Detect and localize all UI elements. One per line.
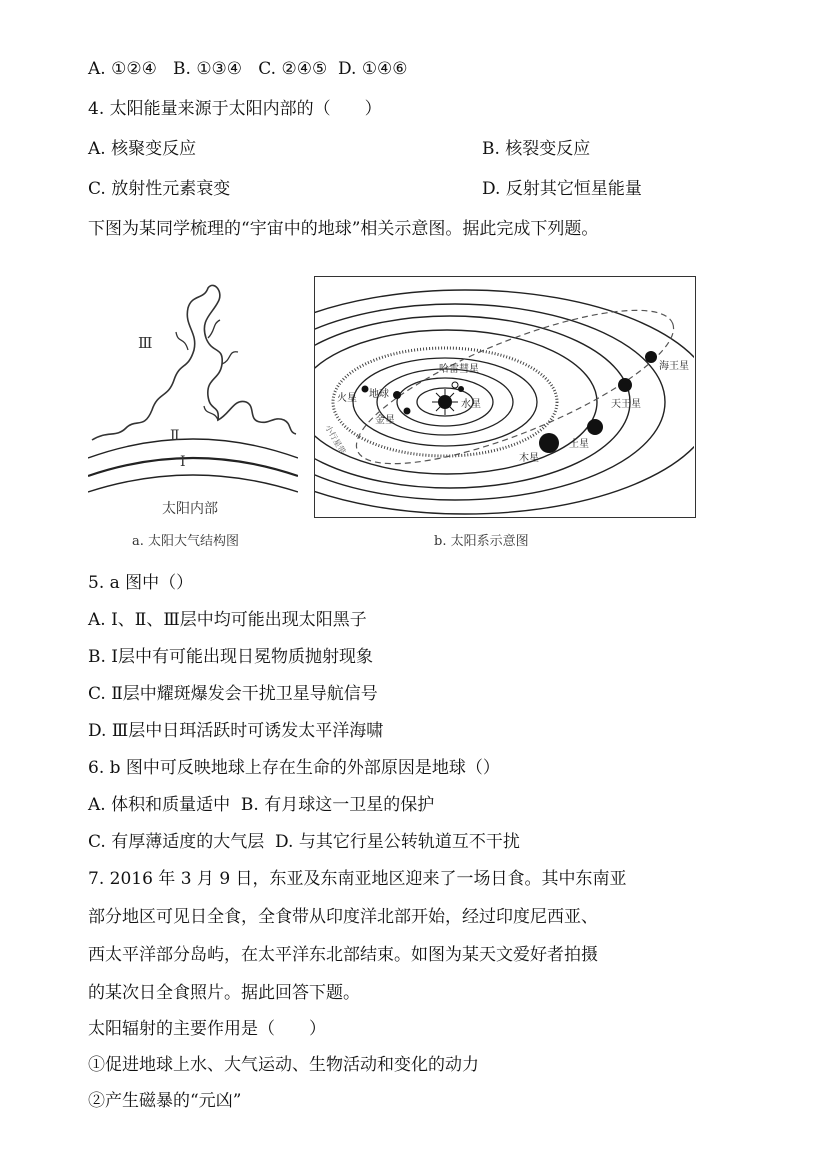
jupiter-icon bbox=[539, 433, 559, 453]
q7-item-2: ②产生磁暴的“元凶” bbox=[88, 1091, 242, 1111]
earth-icon bbox=[393, 391, 401, 399]
q3-options: A. ①②④ B. ①③④ C. ②④⑤ D. ①④⑥ bbox=[88, 59, 408, 79]
figure-intro: 下图为某同学梳理的“宇宙中的地球”相关示意图。据此完成下列题。 bbox=[88, 219, 599, 239]
q7-line-1: 7. 2016 年 3 月 9 日，东亚及东南亚地区迎来了一场日食。其中东南亚 bbox=[88, 869, 627, 889]
comet-orbit bbox=[340, 281, 690, 494]
interior-label: 太阳内部 bbox=[162, 501, 218, 517]
q6-stem: 6. b 图中可反映地球上存在生命的外部原因是地球（） bbox=[88, 758, 500, 778]
corona-outline bbox=[92, 285, 296, 440]
layer-label-3: Ⅲ bbox=[138, 334, 153, 352]
solar-system-diagram bbox=[315, 277, 694, 516]
label-saturn: 土星 bbox=[569, 439, 589, 450]
mercury-icon bbox=[458, 386, 464, 392]
venus-icon bbox=[404, 408, 411, 415]
label-jupiter: 木星 bbox=[519, 453, 539, 464]
chromosphere-boundary bbox=[88, 439, 298, 458]
figure-b bbox=[314, 276, 696, 518]
q6-options-line1: A. 体积和质量适中 B. 有月球这一卫星的保护 bbox=[88, 795, 435, 815]
figure-b-caption: b. 太阳系示意图 bbox=[434, 534, 529, 549]
q4-stem: 4. 太阳能量来源于太阳内部的（ ） bbox=[88, 99, 382, 119]
q7-line-4: 的某次日全食照片。据此回答下题。 bbox=[88, 983, 360, 1003]
q5-option-a: A. Ⅰ、Ⅱ、Ⅲ层中均可能出现太阳黑子 bbox=[88, 610, 367, 630]
q4-option-c: C. 放射性元素衰变 bbox=[88, 179, 231, 199]
q4-option-a: A. 核聚变反应 bbox=[88, 139, 197, 159]
solar-atmosphere-diagram bbox=[88, 280, 298, 525]
interior-boundary bbox=[88, 475, 298, 492]
photosphere-boundary bbox=[88, 458, 298, 476]
label-mars: 火星 bbox=[337, 393, 357, 404]
q6-options-line2: C. 有厚薄适度的大气层 D. 与其它行星公转轨道互不干扰 bbox=[88, 832, 520, 852]
comet-icon bbox=[452, 382, 458, 388]
label-halley: 哈雷彗星 bbox=[439, 364, 479, 375]
neptune-icon bbox=[645, 351, 657, 363]
q5-option-c: C. Ⅱ层中耀斑爆发会干扰卫星导航信号 bbox=[88, 684, 378, 704]
label-mercury: 水星 bbox=[461, 399, 481, 410]
q7-sub-stem: 太阳辐射的主要作用是（ ） bbox=[88, 1019, 326, 1039]
q4-option-b: B. 核裂变反应 bbox=[482, 139, 591, 159]
mars-icon bbox=[362, 386, 369, 393]
label-earth: 地球 bbox=[369, 389, 389, 400]
uranus-icon bbox=[618, 378, 632, 392]
q7-line-2: 部分地区可见日全食，全食带从印度洋北部开始，经过印度尼西亚、 bbox=[88, 907, 598, 927]
layer-label-1: Ⅰ bbox=[180, 454, 186, 470]
layer-label-2: Ⅱ bbox=[170, 428, 180, 444]
q5-option-d: D. Ⅲ层中日珥活跃时可诱发太平洋海啸 bbox=[88, 721, 384, 741]
q4-option-d: D. 反射其它恒星能量 bbox=[482, 179, 642, 199]
label-uranus: 天王星 bbox=[611, 399, 641, 410]
q7-item-1: ①促进地球上水、大气运动、生物活动和变化的动力 bbox=[88, 1055, 479, 1075]
saturn-icon bbox=[587, 419, 603, 435]
label-neptune: 海王星 bbox=[659, 361, 689, 372]
q7-line-3: 西太平洋部分岛屿，在太平洋东北部结束。如图为某天文爱好者拍摄 bbox=[88, 945, 598, 965]
figure-a-caption: a. 太阳大气结构图 bbox=[132, 534, 240, 549]
label-venus: 金星 bbox=[375, 415, 395, 426]
q5-stem: 5. a 图中（） bbox=[88, 573, 194, 593]
q5-option-b: B. Ⅰ层中有可能出现日冕物质抛射现象 bbox=[88, 647, 374, 667]
label-asteroid-belt: 小行星带 bbox=[323, 423, 348, 456]
figure-a bbox=[88, 280, 298, 525]
